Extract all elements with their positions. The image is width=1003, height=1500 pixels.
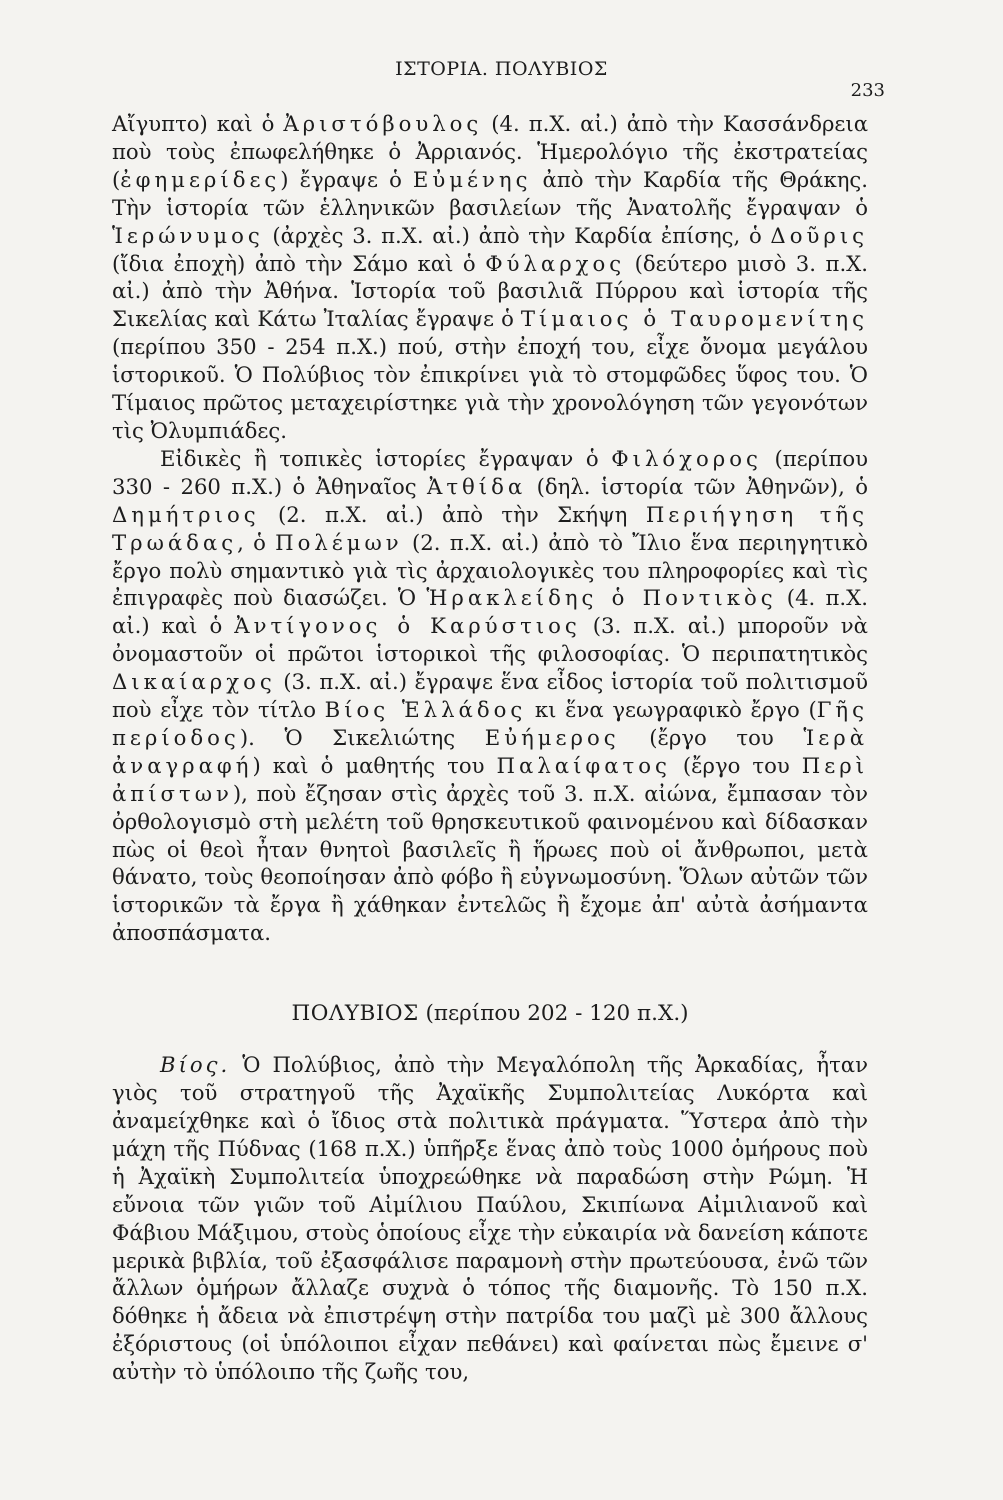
text-run: ), ποὺ ἔζησαν στὶς ἀρχὲς τοῦ 3. π.Χ. αἰώνα, ἔμπασαν τὸν ὀρθολογισμὸ στὴ μελέτη τοῦ θρησκευτικοῦ φαινομένου καὶ δίδασκαν πὼς οἱ θεοὶ ἦταν θνητοὶ βασιλεῖς ἢ ἥρωες ποὺ οἱ ἄνθρωποι, μετὰ θάνατο, τοὺς θεοποίησαν ἀπὸ φόβο ἢ εὐγνωμοσύνη. Ὅλων αὐτῶν τῶν ἱστορικῶν τὰ ἔργα ἢ χάθηκαν ἐντελῶς ἢ ἔχομε ἀπ' αὐτὰ ἀσήμαντα ἀποσπάσματα.	[112, 780, 868, 946]
subsection-lead: Βίος.	[160, 1052, 231, 1078]
text-run: (ἔργο του	[670, 752, 802, 778]
text-run: ἀπὸ τὴν Καρδία τῆς Θράκης. Τὴν ἱστορία τῶν ἑλληνικῶν βασιλείων τῆς Ἀνατολῆς ἔγραψαν ὁ	[112, 166, 869, 220]
paragraph-local-histories	[112, 445, 868, 947]
body-text	[112, 110, 868, 1386]
text-run: , ὁ	[237, 529, 276, 555]
spaced-name: Γῆς περίοδος	[112, 697, 868, 750]
text-run: ). Ὁ Σικελιώτης	[239, 724, 485, 750]
text-run: (4. π.Χ. αἰ.) καὶ ὁ	[112, 585, 868, 639]
spaced-name: Ἱερὰ ἀναγραφή	[112, 724, 869, 778]
page-number: 233	[850, 80, 885, 101]
paragraph-polybius-life	[112, 1051, 868, 1386]
text-run: (ἴδια ἐποχὴ) ἀπὸ τὴν Σάμο καὶ ὁ	[112, 250, 486, 276]
spaced-name: Ἀριστόβουλος	[283, 111, 483, 136]
text-run: (περίπου 330 - 260 π.Χ.) ὁ Ἀθηναῖος	[112, 445, 868, 499]
text-run: (ἀρχὲς 3. π.Χ. αἰ.) ἀπὸ τὴν Καρδία ἐπίσης, ὁ	[263, 222, 771, 248]
text-run: (περίπου 350 - 254 π.Χ.) πού, στὴν ἐποχή του, εἶχε ὄνομα μεγάλου ἱστορικοῦ. Ὁ Πολύβιος τὸν ἐπικρίνει γιὰ τὸ στομφῶδες ὕφος του. Ὁ Τίμαιος πρῶτος μεταχειρίστηκε γιὰ τὴν χρονολόγηση τῶν γεγονότων τὶς Ὀλυμπιάδες.	[112, 334, 868, 443]
spaced-name: Τίμαιος ὁ Ταυρομενίτης	[520, 306, 868, 332]
text-run: ) ἔγραψε ὁ	[280, 166, 413, 192]
spaced-name: Περὶ ἀπίστων	[112, 752, 868, 806]
spaced-name: Φιλόχορος	[611, 445, 762, 471]
spaced-name: Περιήγηση τῆς Τρωάδας	[112, 501, 868, 555]
spaced-name: Φύλαρχος	[485, 250, 626, 276]
spaced-name: Βίος Ἑλλάδος	[324, 697, 527, 723]
spaced-name: Ἀτθίδα	[427, 473, 527, 499]
spaced-name: Ἱερώνυμος	[112, 222, 264, 248]
text-run: (2. π.Χ. αἰ.) ἀπὸ τὸ Ἴλιο ἕνα περιηγητικὸ ἔργο πολὺ σημαντικὸ γιὰ τὶς ἀρχαιολογικὲς του πληροφορίες καὶ τὶς ἐπιγραφὲς ποὺ διασώζει. Ὁ	[112, 529, 868, 611]
text-run: (ἔργο του	[619, 724, 804, 750]
running-head	[0, 58, 1003, 101]
text-run: Αἴγυπτο) καὶ ὁ	[112, 111, 284, 136]
spaced-name: Δημήτριος	[112, 501, 260, 527]
spaced-name: ἐφημερίδες	[120, 166, 281, 192]
text-run: (δεύτερο μισὸ 3. π.Χ. αἰ.) ἀπὸ τὴν Ἀθήνα. Ἱστορία τοῦ βασιλιᾶ Πύρρου καὶ ἱστορία τῆς Σικελίας καὶ Κάτω Ἰταλίας ἔγραψε ὁ	[112, 250, 868, 332]
spaced-name: Παλαίφατος	[496, 752, 671, 778]
spaced-name: Ἡρακλείδης ὁ Ποντικὸς	[426, 585, 777, 611]
text-run: ) καὶ ὁ μαθητής του	[252, 752, 497, 778]
text-run: (4. π.Χ. αἰ.) ἀπὸ τὴν Κασσάνδρεια ποὺ τοὺς ἐπωφελήθηκε ὁ Ἀρριανός. Ἡμερολόγιο τῆς ἐκστρατείας (	[112, 111, 869, 192]
text-run: κι ἕνα γεωγραφικὸ ἔργο (	[526, 697, 817, 723]
text-run: (2. π.Χ. αἰ.) ἀπὸ τὴν Σκήψη	[259, 501, 646, 527]
spaced-name: Ἀντίγονος ὁ Καρύστιος	[234, 613, 581, 639]
section-heading	[112, 999, 868, 1029]
spaced-name: Δικαίαρχος	[112, 669, 276, 695]
spaced-name: Δοῦρις	[770, 222, 868, 248]
paragraph-historians	[112, 110, 868, 445]
spaced-name: Εὐμένης	[412, 166, 532, 192]
running-title: ΙΣΤΟΡΙΑ. ΠΟΛΥΒΙΟΣ	[395, 58, 608, 80]
text-run: Ὁ Πολύβιος, ἀπὸ τὴν Μεγαλόπολη τῆς Ἀρκαδίας, ἦταν γιὸς τοῦ στρατηγοῦ τῆς Ἀχαϊκῆς Συμπολιτείας Λυκόρτα καὶ ἀναμείχθηκε καὶ ὁ ἴδιος στὰ πολιτικὰ πράγματα. Ὕστερα ἀπὸ τὴν μάχη τῆς Πύδνας (168 π.Χ.) ὑπῆρξε ἕνας ἀπὸ τοὺς 1000 ὁμήρους ποὺ ἡ Ἀχαϊκὴ Συμπολιτεία ὑποχρεώθηκε νὰ παραδώση στὴν Ρώμη. Ἡ εὔνοια τῶν γιῶν τοῦ Αἰμίλιου Παύλου, Σκιπίωνα Αἰμιλιανοῦ καὶ Φάβιου Μάξιμου, στοὺς ὁποίους εἶχε τὴν εὐκαιρία νὰ δανείση κάποτε μερικὰ βιβλία, τοῦ ἐξασφάλισε παραμονὴ στὴν πρωτεύουσα, ἐνῶ τῶν ἄλλων ὁμήρων ἄλλαζε συχνὰ ὁ τόπος τῆς διαμονῆς. Τὸ 150 π.Χ. δόθηκε ἡ ἄδεια νὰ ἐπιστρέψη στὴν πατρίδα του μαζὶ μὲ 300 ἄλλους ἐξόριστους (οἱ ὑπόλοιποι εἶχαν πεθάνει) καὶ φαίνεται πὼς ἔμεινε σ' αὐτὴν τὸ ὑπόλοιπο τῆς ζωῆς του,	[112, 1052, 868, 1385]
spaced-name: Εὐήμερος	[484, 724, 620, 750]
text-run: (3. π.Χ. αἰ.) ἔγραψε ἕνα εἶδος ἱστορία τοῦ πολιτισμοῦ ποὺ εἶχε τὸν τίτλο	[112, 669, 868, 723]
text-run: Εἰδικὲς ἢ τοπικὲς ἱστορίες ἔγραψαν ὁ	[160, 445, 612, 471]
spaced-name: Πολέμων	[275, 529, 403, 555]
section-title: ΠΟΛΥΒΙΟΣ	[291, 1001, 419, 1027]
text-run: (3. π.Χ. αἰ.) μποροῦν νὰ ὀνομαστοῦν οἱ πρῶτοι ἱστορικοὶ τῆς φιλοσοφίας. Ὁ περιπατητικὸς	[112, 613, 868, 667]
section-dates: (περίπου 202 - 120 π.Χ.)	[418, 1001, 689, 1027]
text-run: (δηλ. ἱστορία τῶν Ἀθηνῶν), ὁ	[526, 473, 868, 499]
